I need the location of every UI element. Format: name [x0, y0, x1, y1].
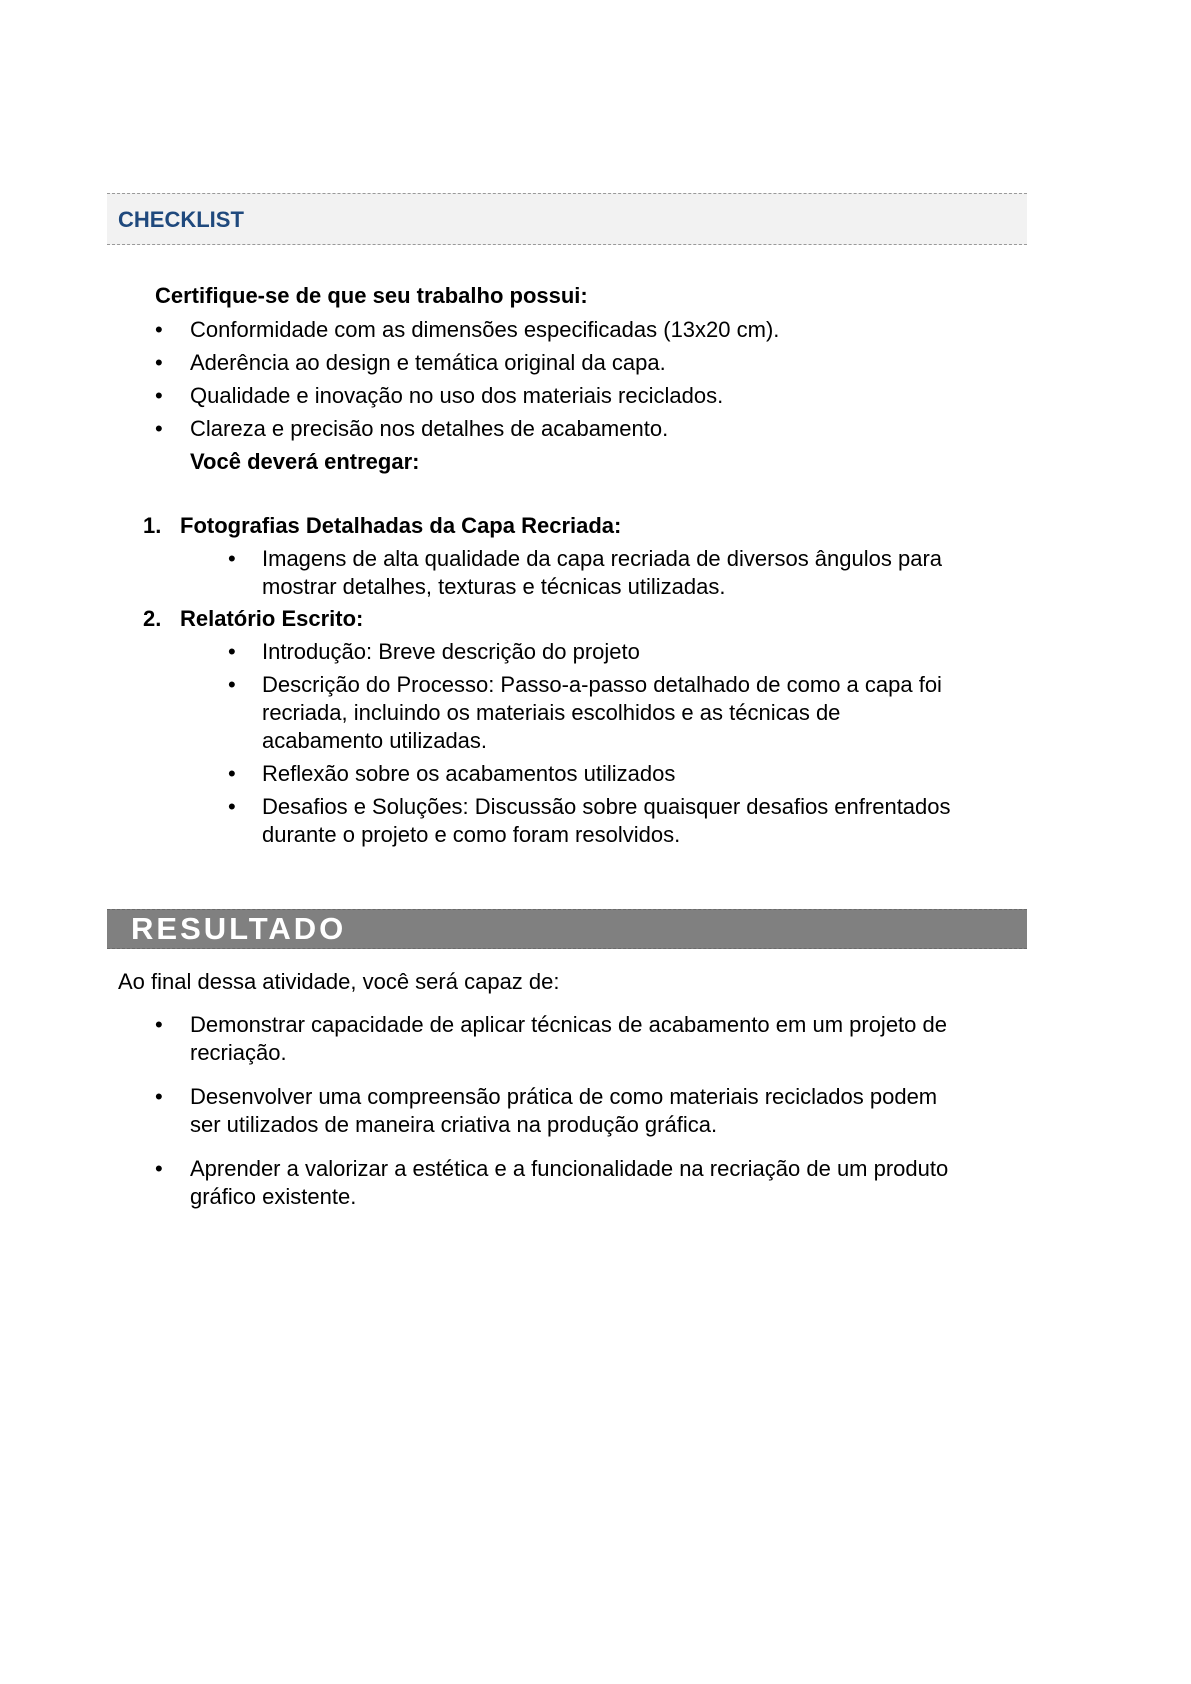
checklist-intro: Certifique-se de que seu trabalho possui: — [155, 283, 588, 308]
resultado-item-line: gráfico existente. — [190, 1184, 357, 1209]
bullet-icon: • — [155, 1156, 163, 1181]
resultado-item-line: recriação. — [190, 1040, 287, 1065]
resultado-item-line: Desenvolver uma compreensão prática de como materiais reciclados podem — [190, 1084, 938, 1109]
resultado-header — [107, 909, 1027, 949]
deliverable-item-line: Desafios e Soluções: Discussão sobre quaisquer desafios enfrentados — [262, 794, 951, 819]
deliver-heading: Você deverá entregar: — [190, 449, 420, 474]
bullet-icon: • — [155, 383, 163, 408]
resultado-intro: Ao final dessa atividade, você será capaz de: — [118, 969, 560, 994]
deliverable-item-line: Introdução: Breve descrição do projeto — [262, 639, 640, 664]
checklist-item: Qualidade e inovação no uso dos materiais reciclados. — [190, 383, 724, 408]
deliverable-item-line: mostrar detalhes, texturas e técnicas utilizadas. — [262, 574, 726, 599]
resultado-item-line: Demonstrar capacidade de aplicar técnicas de acabamento em um projeto de — [190, 1012, 947, 1037]
bullet-icon: • — [228, 761, 236, 786]
resultado-item-line: ser utilizados de maneira criativa na produção gráfica. — [190, 1112, 718, 1137]
bullet-icon: • — [228, 639, 236, 664]
resultado-item-line: Aprender a valorizar a estética e a funcionalidade na recriação de um produto — [190, 1156, 949, 1181]
deliverable-item-line: Descrição do Processo: Passo-a-passo detalhado de como a capa foi — [262, 672, 942, 697]
resultado-title: RESULTADO — [131, 911, 347, 946]
deliverable-item-line: acabamento utilizadas. — [262, 728, 488, 753]
deliverable-title: Relatório Escrito: — [180, 606, 364, 631]
checklist-title: CHECKLIST — [118, 207, 244, 232]
bullet-icon: • — [228, 546, 236, 571]
bullet-icon: • — [155, 416, 163, 441]
deliverable-item-line: recriada, incluindo os materiais escolhidos e as técnicas de — [262, 700, 841, 725]
checklist-item: Clareza e precisão nos detalhes de acabamento. — [190, 416, 669, 441]
bullet-icon: • — [155, 1084, 163, 1109]
checklist-header — [107, 193, 1027, 245]
bullet-icon: • — [228, 794, 236, 819]
deliverable-item-line: Reflexão sobre os acabamentos utilizados — [262, 761, 676, 786]
deliverable-title: Fotografias Detalhadas da Capa Recriada: — [180, 513, 622, 538]
bullet-icon: • — [155, 317, 163, 342]
bullet-icon: • — [228, 672, 236, 697]
checklist-item: Conformidade com as dimensões especificadas (13x20 cm). — [190, 317, 780, 342]
deliverable-number: 2. — [143, 606, 162, 631]
deliverable-item-line: Imagens de alta qualidade da capa recriada de diversos ângulos para — [262, 546, 943, 571]
deliverable-number: 1. — [143, 513, 162, 538]
deliverable-item-line: durante o projeto e como foram resolvidos. — [262, 822, 681, 847]
bullet-icon: • — [155, 1012, 163, 1037]
bullet-icon: • — [155, 350, 163, 375]
checklist-item: Aderência ao design e temática original da capa. — [190, 350, 666, 375]
